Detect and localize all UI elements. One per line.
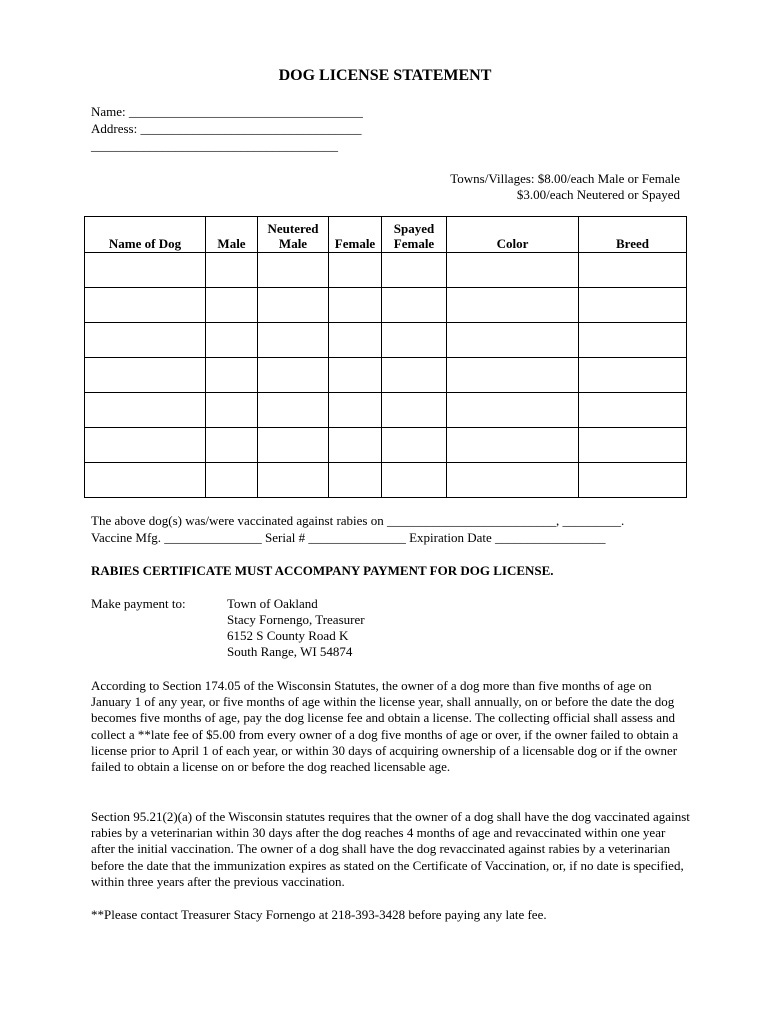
table-cell[interactable] bbox=[258, 358, 329, 393]
address-field[interactable]: Address: __________________________________ bbox=[91, 121, 362, 136]
table-cell[interactable] bbox=[85, 428, 206, 463]
table-cell[interactable] bbox=[258, 393, 329, 428]
table-cell[interactable] bbox=[579, 358, 687, 393]
table-cell[interactable] bbox=[258, 463, 329, 498]
col-color: Color bbox=[447, 217, 579, 253]
table-cell[interactable] bbox=[329, 463, 382, 498]
table-cell[interactable] bbox=[579, 253, 687, 288]
table-cell[interactable] bbox=[329, 253, 382, 288]
table-cell[interactable] bbox=[85, 253, 206, 288]
table-cell[interactable] bbox=[382, 358, 447, 393]
table-cell[interactable] bbox=[206, 428, 258, 463]
payee-treasurer: Stacy Fornengo, Treasurer bbox=[227, 612, 365, 627]
payee-street: 6152 S County Road K bbox=[227, 628, 349, 643]
name-field[interactable]: Name: ____________________________________ bbox=[91, 104, 363, 119]
table-row bbox=[85, 393, 687, 428]
table-row bbox=[85, 288, 687, 323]
dog-table bbox=[84, 216, 687, 498]
vaccine-details-line[interactable]: Vaccine Mfg. _______________ Serial # _______________ Expiration Date _________________ bbox=[91, 530, 606, 545]
table-cell[interactable] bbox=[329, 323, 382, 358]
col-spayed-female: Spayed Female bbox=[382, 217, 447, 253]
table-cell[interactable] bbox=[85, 393, 206, 428]
table-cell[interactable] bbox=[447, 428, 579, 463]
col-breed: Breed bbox=[579, 217, 687, 253]
table-body bbox=[85, 253, 687, 498]
table-cell[interactable] bbox=[85, 323, 206, 358]
table-cell[interactable] bbox=[258, 288, 329, 323]
table-cell[interactable] bbox=[579, 323, 687, 358]
table-cell[interactable] bbox=[447, 288, 579, 323]
table-cell[interactable] bbox=[206, 323, 258, 358]
table-row bbox=[85, 323, 687, 358]
table-cell[interactable] bbox=[329, 288, 382, 323]
table-cell[interactable] bbox=[329, 358, 382, 393]
col-neutered-male: Neutered Male bbox=[258, 217, 329, 253]
table-cell[interactable] bbox=[382, 288, 447, 323]
table-cell[interactable] bbox=[447, 253, 579, 288]
payee-name: Town of Oakland bbox=[227, 596, 318, 611]
fee-line-2: $3.00/each Neutered or Spayed bbox=[516, 187, 680, 202]
table-cell[interactable] bbox=[206, 393, 258, 428]
payment-label: Make payment to: bbox=[91, 596, 186, 611]
rabies-notice: RABIES CERTIFICATE MUST ACCOMPANY PAYMENT FOR DOG LICENSE. bbox=[91, 563, 554, 578]
table-cell[interactable] bbox=[329, 393, 382, 428]
table-row bbox=[85, 253, 687, 288]
table-cell[interactable] bbox=[206, 288, 258, 323]
table-cell[interactable] bbox=[579, 463, 687, 498]
table-cell[interactable] bbox=[579, 288, 687, 323]
table-cell[interactable] bbox=[85, 288, 206, 323]
table-cell[interactable] bbox=[447, 358, 579, 393]
table-cell[interactable] bbox=[206, 253, 258, 288]
table-cell[interactable] bbox=[206, 358, 258, 393]
contact-note: **Please contact Treasurer Stacy Fornengo at 218-393-3428 before paying any late fee. bbox=[91, 907, 547, 922]
table-cell[interactable] bbox=[382, 253, 447, 288]
table-cell[interactable] bbox=[258, 253, 329, 288]
col-female: Female bbox=[329, 217, 382, 253]
table-cell[interactable] bbox=[447, 463, 579, 498]
statute-paragraph-174: According to Section 174.05 of the Wisconsin Statutes, the owner of a dog more than five months of age on January 1 of any year, or five months of age within the license year, shall annually, on or before the date the dog becomes five months of age, pay the dog license fee and obtain a license. The collecting official shall assess and collect a **late fee of $5.00 from every owner of a dog five months of age or over, if the owner failed to obtain a license prior to April 1 of each year, or within 30 days of acquiring ownership of a licensable dog or if the owner failed to obtain a license on or before the dog reached licensable age. bbox=[91, 678, 679, 775]
table-cell[interactable] bbox=[206, 463, 258, 498]
table-cell[interactable] bbox=[258, 428, 329, 463]
table-cell[interactable] bbox=[329, 428, 382, 463]
table-cell[interactable] bbox=[382, 428, 447, 463]
table-cell[interactable] bbox=[85, 358, 206, 393]
table-header-row bbox=[85, 217, 687, 253]
statute-paragraph-95: Section 95.21(2)(a) of the Wisconsin statutes requires that the owner of a dog shall have the dog vaccinated against rabies by a veterinarian within 30 days after the dog reaches 4 months of age and revaccinated within one year after the initial vaccination. The owner of a dog shall have the dog revaccinated against rabies by a veterinarian before the date that the immunization expires as stated on the Certificate of Vaccination, or, if no date is specified, within three years after the previous vaccination. bbox=[91, 809, 690, 889]
col-male: Male bbox=[206, 217, 258, 253]
fee-line-1: Towns/Villages: $8.00/each Male or Female bbox=[450, 171, 680, 186]
document-title: DOG LICENSE STATEMENT bbox=[278, 67, 492, 84]
table-cell[interactable] bbox=[382, 463, 447, 498]
table-cell[interactable] bbox=[258, 323, 329, 358]
table-cell[interactable] bbox=[579, 393, 687, 428]
table-cell[interactable] bbox=[85, 463, 206, 498]
table-row bbox=[85, 463, 687, 498]
table-cell[interactable] bbox=[447, 393, 579, 428]
table-cell[interactable] bbox=[447, 323, 579, 358]
table-cell[interactable] bbox=[382, 323, 447, 358]
table-row bbox=[85, 428, 687, 463]
address-field-line2[interactable]: ______________________________________ bbox=[91, 138, 338, 153]
vaccination-date-line[interactable]: The above dog(s) was/were vaccinated against rabies on __________________________, _________. bbox=[91, 513, 625, 528]
table-row bbox=[85, 358, 687, 393]
table-cell[interactable] bbox=[579, 428, 687, 463]
table-cell[interactable] bbox=[382, 393, 447, 428]
payee-city: South Range, WI 54874 bbox=[227, 644, 353, 659]
col-name-of-dog: Name of Dog bbox=[85, 217, 206, 253]
